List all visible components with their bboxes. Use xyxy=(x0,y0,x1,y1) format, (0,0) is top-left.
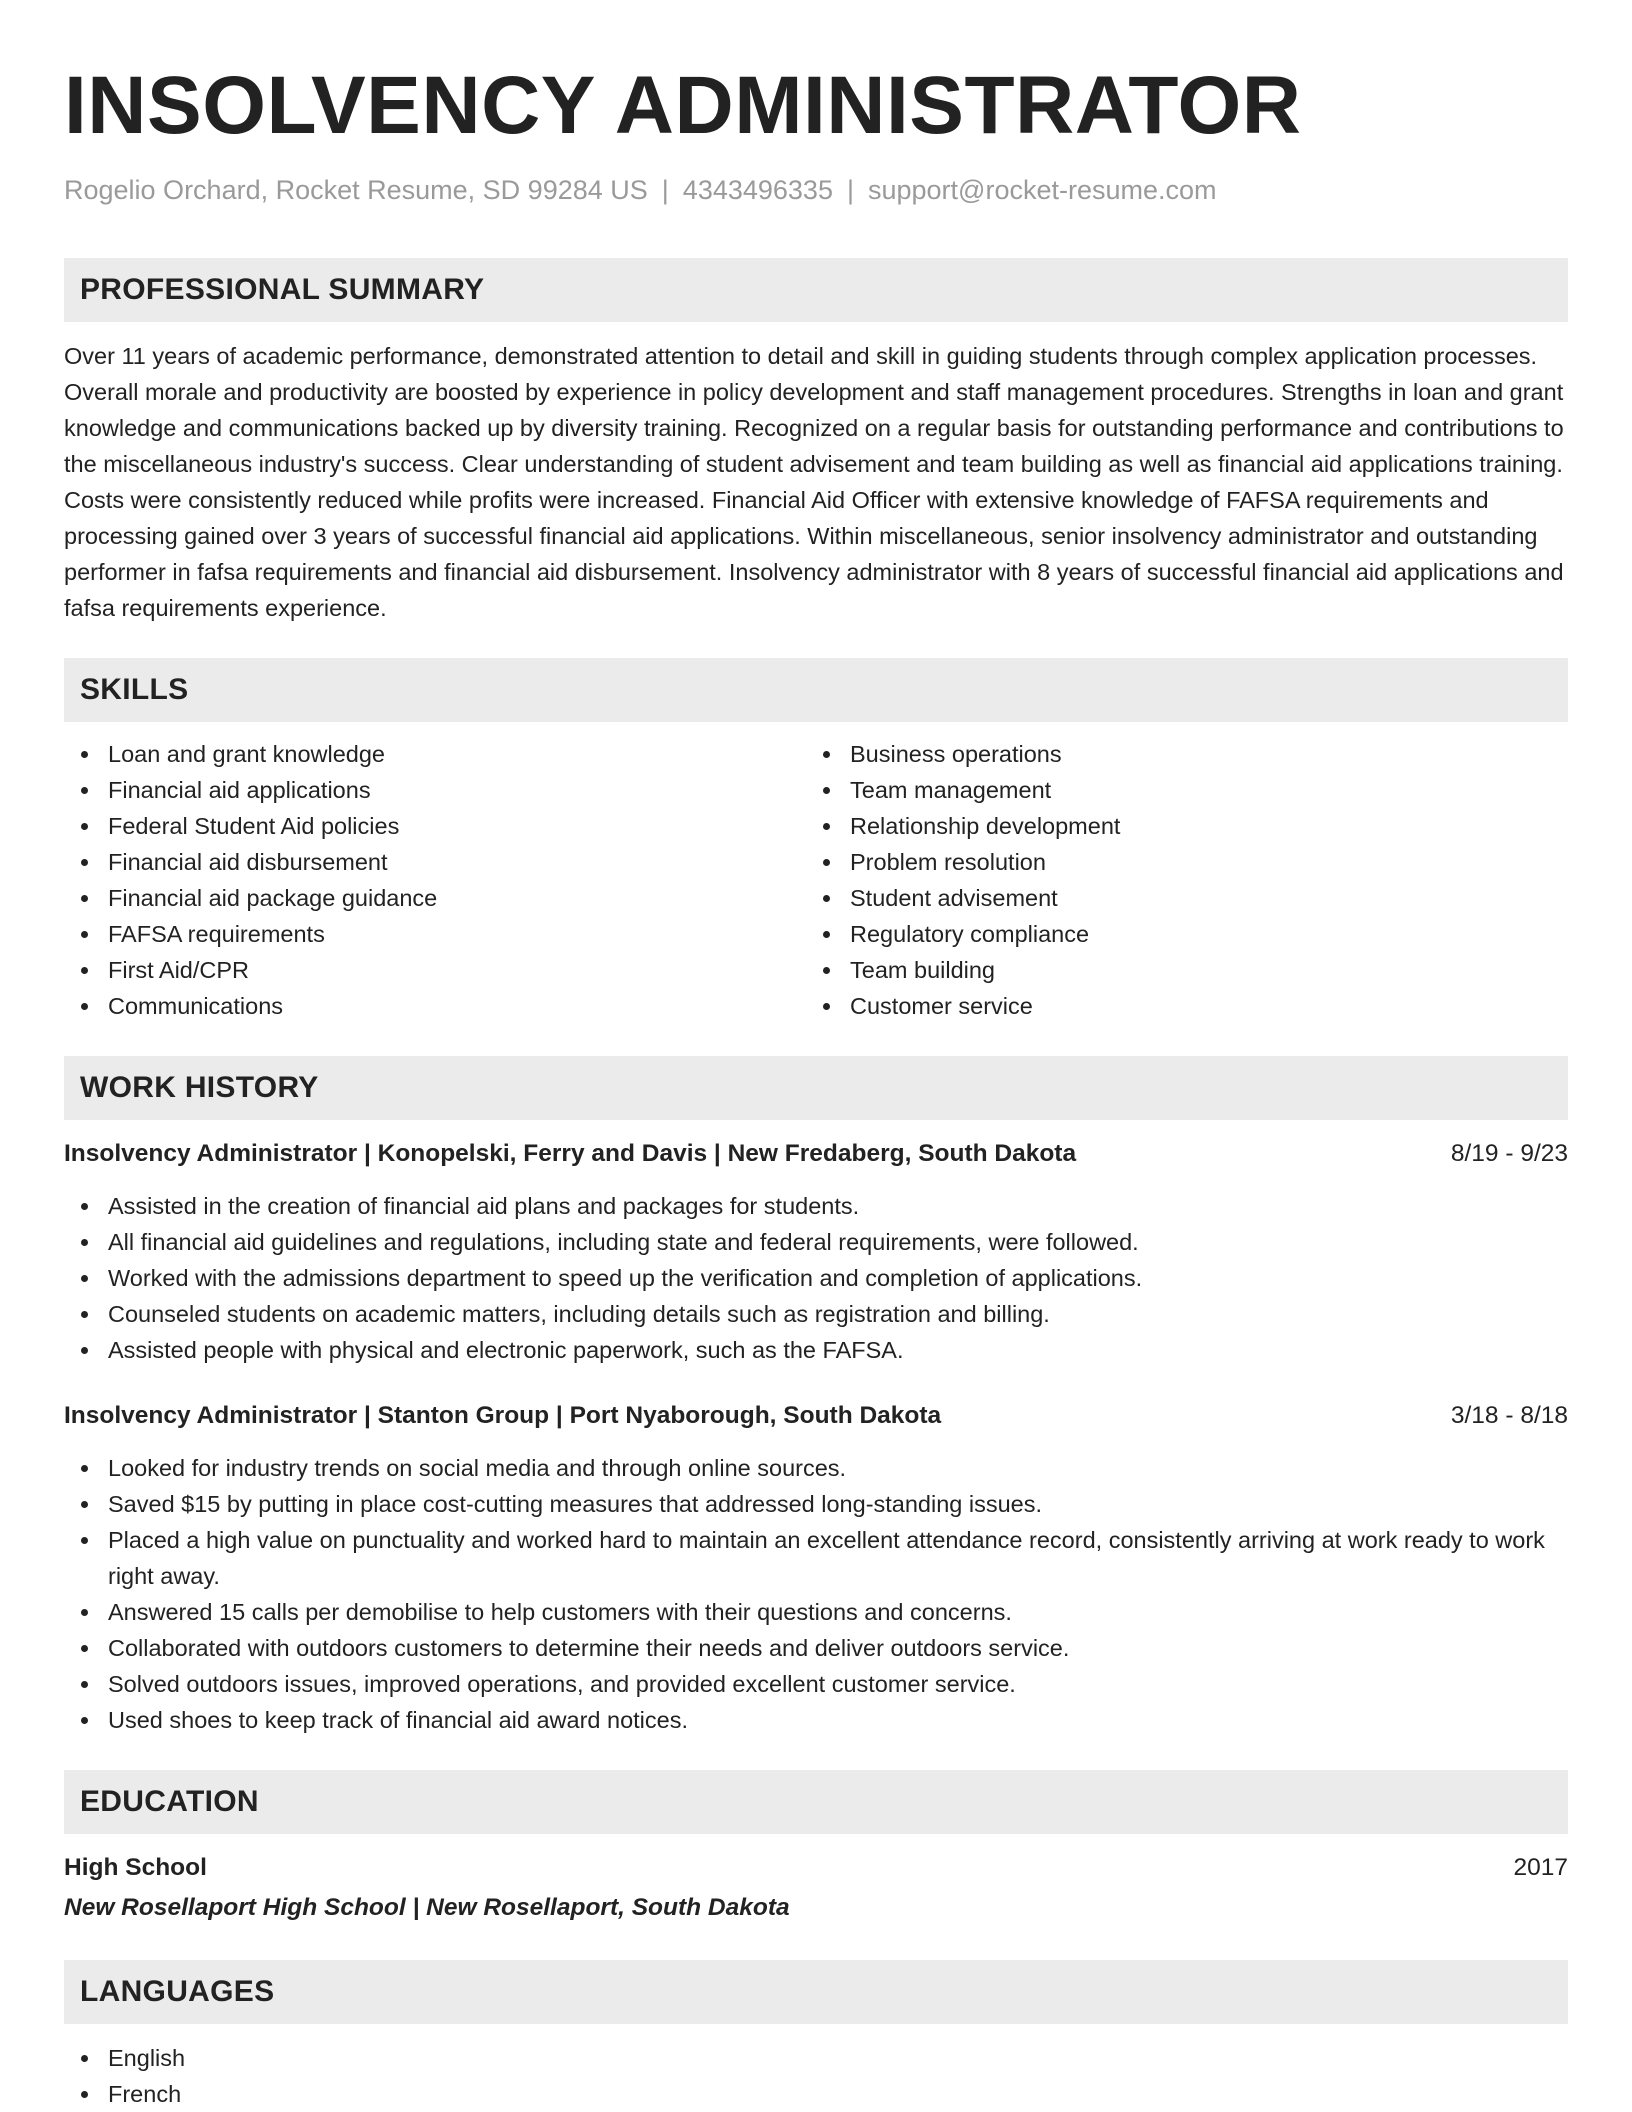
language-item: French xyxy=(64,2076,1568,2112)
skill-item: Financial aid package guidance xyxy=(64,880,806,916)
skill-item: Relationship development xyxy=(806,808,1548,844)
summary-paragraph: Over 11 years of academic performance, demonstrated attention to detail and skill in guiding students through complex application processes. Overall morale and productivity are boosted by experience in policy development and staff management procedures. Strengths in loan and grant knowledge and communications backed up by diversity training. Recognized on a regular basis for outstanding performance and contributions to the miscellaneous industry's success. Clear understanding of student advisement and team building as well as financial aid applications training. Costs were consistently reduced while profits were increased. Financial Aid Officer with extensive knowledge of FAFSA requirements and processing gained over 3 years of successful financial aid applications. Within miscellaneous, senior insolvency administrator and outstanding performer in fafsa requirements and financial aid disbursement. Insolvency administrator with 8 years of successful financial aid applications and fafsa requirements experience. xyxy=(64,343,1564,621)
job-entry xyxy=(64,1398,1568,1738)
skill-item: Financial aid applications xyxy=(64,772,806,808)
contact-phone: 4343496335 xyxy=(682,175,833,205)
job-duty: Answered 15 calls per demobilise to help customers with their questions and concerns. xyxy=(64,1594,1568,1630)
job-duty: Counseled students on academic matters, including details such as registration and billing. xyxy=(64,1296,1568,1332)
job-dates: 8/19 - 9/23 xyxy=(1450,1140,1568,1167)
job-duty: Looked for industry trends on social media and through online sources. xyxy=(64,1450,1568,1486)
section-header-work-history: WORK HISTORY xyxy=(64,1056,1568,1120)
job-duties xyxy=(64,1450,1568,1738)
job-duties xyxy=(64,1188,1568,1368)
contact-address: Rogelio Orchard, Rocket Resume, SD 99284 US xyxy=(64,175,648,205)
contact-separator: | xyxy=(661,175,669,205)
section-header-skills: SKILLS xyxy=(64,658,1568,722)
skill-item: Team management xyxy=(806,772,1548,808)
job-duty: Saved $15 by putting in place cost-cutting measures that addressed long-standing issues. xyxy=(64,1486,1568,1522)
job-header xyxy=(64,1136,1568,1172)
job-entry xyxy=(64,1136,1568,1368)
job-duty: Solved outdoors issues, improved operations, and provided excellent customer service. xyxy=(64,1666,1568,1702)
languages-list xyxy=(64,2040,1568,2112)
job-duty: All financial aid guidelines and regulations, including state and federal requirements, were followed. xyxy=(64,1224,1568,1260)
job-duty: Placed a high value on punctuality and worked hard to maintain an excellent attendance record, consistently arriving at work ready to work right away. xyxy=(64,1522,1568,1594)
skill-item: Loan and grant knowledge xyxy=(64,736,806,772)
skills-column-left xyxy=(64,736,806,1024)
skill-item: Regulatory compliance xyxy=(806,916,1548,952)
skill-item: Problem resolution xyxy=(806,844,1548,880)
contact-separator: | xyxy=(846,175,854,205)
skill-item: Student advisement xyxy=(806,880,1548,916)
job-title: Insolvency Administrator | Stanton Group | Port Nyaborough, South Dakota xyxy=(64,1402,942,1429)
job-duty: Worked with the admissions department to speed up the verification and completion of applications. xyxy=(64,1260,1568,1296)
language-item: English xyxy=(64,2040,1568,2076)
job-title: Insolvency Administrator | Konopelski, Ferry and Davis | New Fredaberg, South Dakota xyxy=(64,1140,1077,1167)
skill-item: Team building xyxy=(806,952,1548,988)
section-header-education: EDUCATION xyxy=(64,1770,1568,1834)
job-dates: 3/18 - 8/18 xyxy=(1450,1402,1568,1429)
skill-item: Business operations xyxy=(806,736,1548,772)
job-duty: Used shoes to keep track of financial aid award notices. xyxy=(64,1702,1568,1738)
job-duty: Assisted in the creation of financial aid plans and packages for students. xyxy=(64,1188,1568,1224)
contact-line xyxy=(64,172,1568,208)
skill-item: First Aid/CPR xyxy=(64,952,806,988)
job-header xyxy=(64,1398,1568,1434)
education-degree: High School xyxy=(64,1854,207,1881)
education-header xyxy=(64,1850,1568,1886)
skill-item: FAFSA requirements xyxy=(64,916,806,952)
candidate-title: INSOLVENCY ADMINISTRATOR xyxy=(64,60,1302,151)
section-header-languages: LANGUAGES xyxy=(64,1960,1568,2024)
contact-email[interactable]: support@rocket-resume.com xyxy=(867,175,1217,205)
skill-item: Communications xyxy=(64,988,806,1024)
job-duty: Collaborated with outdoors customers to determine their needs and deliver outdoors service. xyxy=(64,1630,1568,1666)
skills-grid xyxy=(64,736,1568,1024)
education-year: 2017 xyxy=(1513,1854,1568,1881)
section-header-summary: PROFESSIONAL SUMMARY xyxy=(64,258,1568,322)
job-duty: Assisted people with physical and electronic paperwork, such as the FAFSA. xyxy=(64,1332,1568,1368)
education-school: New Rosellaport High School | New Rosellaport, South Dakota xyxy=(64,1894,790,1921)
skill-item: Customer service xyxy=(806,988,1548,1024)
skill-item: Financial aid disbursement xyxy=(64,844,806,880)
skills-column-right xyxy=(806,736,1548,1024)
skill-item: Federal Student Aid policies xyxy=(64,808,806,844)
